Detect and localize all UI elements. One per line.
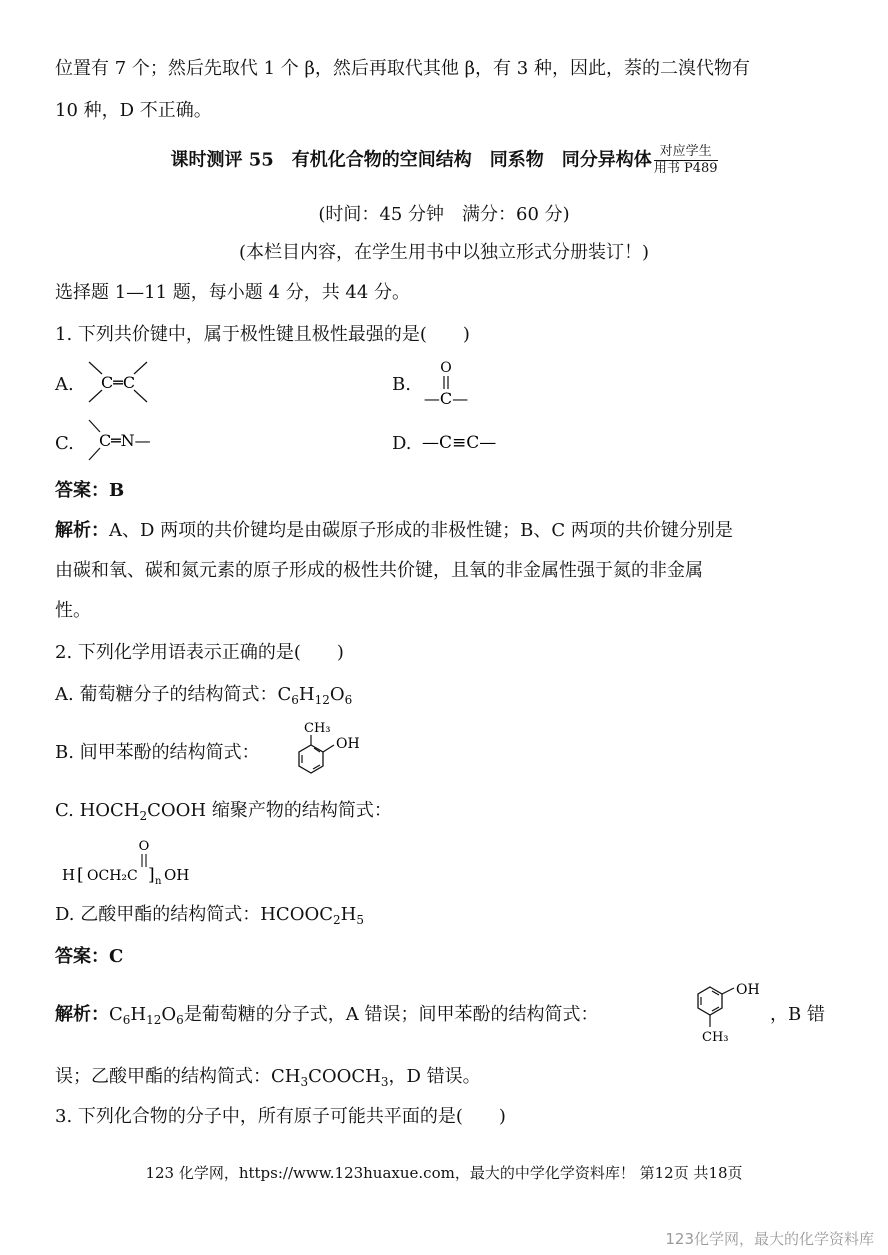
q2-exp-line2-c: ，D 错误。 <box>388 1066 481 1087</box>
q3-stem: 3. 下列化合物的分子中，所有原子可能共平面的是( ) <box>55 1106 506 1127</box>
q1-b-oxygen: O <box>440 360 452 376</box>
formula-part: O <box>329 684 345 705</box>
lesson-title-text: 课时测评 55 有机化合物的空间结构 同系物 同分异构体 <box>170 149 652 171</box>
formula-subscript: 6 <box>122 1013 131 1027</box>
q1-b-formula: —C— <box>423 389 469 408</box>
formula-subscript: 2 <box>333 913 341 927</box>
q1-c-formula: ═N— <box>111 431 151 450</box>
formula-part: O <box>161 1004 177 1025</box>
q2-exp-ch3: CH₃ <box>702 1030 729 1045</box>
q2-option-d <box>55 902 364 933</box>
q2-c-unit: OCH₂C <box>87 868 138 884</box>
q2-explanation-text-1: 是葡萄糖的分子式，A 错误；间甲苯酚的结构简式： <box>183 1004 599 1025</box>
page-reference <box>654 144 718 177</box>
q1-answer <box>55 478 124 504</box>
q1-option-a-label: A. <box>55 374 74 395</box>
q1-explanation-text-1: A、D 两项的共价键均是由碳原子形成的非极性键；B、C 两项的共价键分别是 <box>109 520 733 541</box>
formula-part: H <box>298 684 315 705</box>
formula-part: C <box>277 684 292 705</box>
q2-answer-label: 答案： <box>55 946 109 967</box>
q1-explanation-line-3: 性。 <box>55 600 91 621</box>
q2-d-text-2: H <box>340 904 357 925</box>
q2-d-text: D. 乙酸甲酯的结构简式：HCOOC <box>55 904 333 925</box>
q2-option-c-structure <box>60 838 200 888</box>
lesson-title <box>0 144 888 177</box>
formula-subscript: 6 <box>176 1013 184 1027</box>
q1-option-a-structure <box>85 360 155 406</box>
q2-explanation-structure <box>690 975 770 1050</box>
q2-c-oh: OH <box>164 866 190 884</box>
intro-line-2: 10 种，D 不正确。 <box>55 100 212 121</box>
formula-subscript: 2 <box>139 809 148 823</box>
q2-a-formula <box>277 684 352 705</box>
page-footer: 123 化学网，https://www.123huaxue.com，最大的中学化学资料库！ 第12页 共18页 <box>145 1164 743 1182</box>
formula-subscript: 6 <box>344 693 353 707</box>
q2-explanation-line-2 <box>55 1064 481 1095</box>
q2-exp-oh: OH <box>736 982 760 998</box>
q1-a-formula: C═C <box>100 373 136 392</box>
q2-c-text-1: C. HOCH <box>55 800 140 821</box>
q2-c-h: H <box>62 866 76 884</box>
q1-answer-value: B <box>109 480 125 501</box>
q2-b-ch3: CH₃ <box>304 721 331 736</box>
q2-a-text: A. 葡萄糖分子的结构简式： <box>55 684 278 705</box>
page-reference-bottom: 用书 P489 <box>653 161 718 176</box>
q2-answer <box>55 944 123 970</box>
q2-exp-line2-b: COOCH <box>308 1066 381 1087</box>
q2-stem: 2. 下列化学用语表示正确的是( ) <box>55 642 344 663</box>
q2-option-c <box>55 798 392 829</box>
q2-c-oxygen: O <box>138 839 150 854</box>
bracket-right: ] <box>148 865 155 885</box>
q1-explanation-line-1 <box>55 518 733 544</box>
binding-note: (本栏目内容，在学生用书中以独立形式分册装订！) <box>238 242 650 263</box>
q2-explanation-line-1 <box>55 1002 599 1033</box>
formula-subscript: 12 <box>314 693 330 707</box>
q2-option-b-structure <box>290 718 370 784</box>
q1-c-carbon: C <box>99 431 112 450</box>
formula-subscript: 5 <box>356 913 364 927</box>
q1-explanation-line-2: 由碳和氧、碳和氮元素的原子形成的极性共价键，且氧的非金属性强于氮的非金属 <box>55 560 703 581</box>
q2-explanation-tail: ，B 错 <box>770 1004 825 1025</box>
formula-part: H <box>130 1004 147 1025</box>
q2-explanation-label: 解析： <box>55 1004 109 1025</box>
q1-explanation-label: 解析： <box>55 520 109 541</box>
q1-option-d-structure <box>422 420 512 460</box>
q2-option-b-text: B. 间甲苯酚的结构简式： <box>55 742 260 763</box>
q2-c-n: n <box>155 876 162 887</box>
q1-option-b-structure <box>422 356 482 408</box>
q1-option-b-label: B. <box>392 374 411 395</box>
intro-line-1: 位置有 7 个；然后先取代 1 个 β，然后再取代其他 β，有 3 种，因此，萘的二溴代物有 <box>55 58 750 79</box>
watermark: 123化学网，最大的化学资料库 <box>665 1230 874 1248</box>
q2-option-a <box>55 682 352 713</box>
formula-subscript: 3 <box>300 1075 309 1089</box>
time-score: (时间：45 分钟 满分：60 分) <box>318 204 570 225</box>
q1-stem: 1. 下列共价键中，属于极性键且极性最强的是( ) <box>55 324 470 345</box>
formula-subscript: 6 <box>291 693 299 707</box>
bracket-left: [ <box>77 865 84 885</box>
q1-d-formula: —C≡C— <box>422 433 497 453</box>
formula-subscript: 3 <box>380 1075 389 1089</box>
q1-option-c-label: C. <box>55 433 74 454</box>
formula-subscript: 12 <box>146 1013 162 1027</box>
instructions: 选择题 1—11 题，每小题 4 分，共 44 分。 <box>55 282 411 303</box>
q2-exp-line2-a: 误；乙酸甲酯的结构简式：CH <box>55 1066 301 1087</box>
q2-c-text-2: COOH 缩聚产物的结构简式： <box>147 800 392 821</box>
q1-option-c-structure <box>85 418 165 464</box>
q1-option-d-label: D. <box>392 433 412 454</box>
formula-part: C <box>109 1004 123 1025</box>
q1-answer-label: 答案： <box>55 480 109 501</box>
benzene-ring-icon <box>299 745 323 773</box>
page-reference-top: 对应学生 <box>654 144 718 161</box>
q2-answer-value: C <box>109 946 124 967</box>
q2-b-oh: OH <box>336 736 360 752</box>
